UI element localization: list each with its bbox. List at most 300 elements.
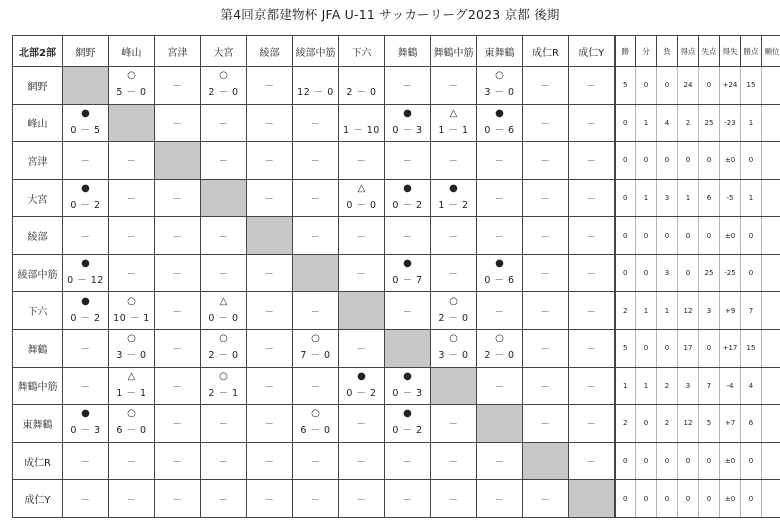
match-score: － (310, 307, 321, 318)
match-cell (477, 442, 523, 480)
match-cell (339, 217, 385, 255)
match-cell (201, 142, 247, 180)
stat-cell (762, 67, 780, 105)
match-cell (477, 104, 523, 142)
stat-cell: 1 (636, 104, 657, 142)
stat-cell: 0 (699, 142, 720, 180)
match-cell (569, 142, 615, 180)
match-score: 3 － 0 (484, 87, 515, 99)
match-cell (523, 330, 569, 368)
match-result (523, 255, 568, 291)
match-score: － (80, 495, 91, 506)
match-score: － (448, 82, 459, 93)
stat-cell: 17 (678, 330, 699, 368)
match-cell (293, 367, 339, 405)
stat-cell: +9 (720, 292, 741, 330)
result-mark: ○ (219, 333, 228, 345)
stat-cell (762, 104, 780, 142)
match-score: － (586, 382, 596, 393)
match-result (63, 293, 108, 329)
match-score: － (402, 157, 413, 168)
match-result (385, 443, 430, 479)
match-score: － (356, 495, 367, 506)
match-cell (523, 405, 569, 443)
stat-cell: 0 (615, 179, 636, 217)
match-cell (63, 292, 109, 330)
match-result (339, 105, 384, 141)
match-result (201, 255, 246, 291)
match-score: 7 － 0 (300, 350, 331, 362)
match-cell (523, 480, 569, 518)
match-score: 0 － 3 (392, 124, 423, 136)
match-cell (523, 254, 569, 292)
match-score: 0 － 2 (392, 425, 423, 437)
row-header-team: 舞鶴中筋 (13, 367, 63, 405)
stat-cell: 15 (741, 330, 762, 368)
result-mark: ○ (127, 333, 136, 345)
stat-cell (762, 217, 780, 255)
match-result (63, 142, 108, 178)
result-mark: ○ (449, 333, 458, 345)
row-header-team: 峰山 (13, 104, 63, 142)
match-score: － (126, 232, 137, 243)
match-score: － (402, 307, 413, 318)
row-header-team: 東舞鶴 (13, 405, 63, 443)
match-score: － (540, 307, 551, 318)
row-header-team: 綾部 (13, 217, 63, 255)
match-cell (201, 67, 247, 105)
match-cell (385, 254, 431, 292)
stat-cell: 3 (678, 367, 699, 405)
result-mark: △ (357, 183, 366, 195)
match-cell (247, 254, 293, 292)
match-score: － (494, 307, 505, 318)
match-result (201, 142, 246, 178)
match-cell (155, 330, 201, 368)
match-cell (569, 292, 615, 330)
result-mark: ○ (311, 408, 320, 420)
match-cell (201, 442, 247, 480)
match-score: － (540, 382, 551, 393)
stat-cell: 5 (615, 67, 636, 105)
match-result (385, 67, 430, 103)
match-score: － (310, 157, 321, 168)
match-cell (477, 217, 523, 255)
match-result (523, 368, 568, 404)
table-row (13, 179, 780, 217)
league-table (12, 35, 780, 518)
row-header-team: 大宮 (13, 179, 63, 217)
match-cell (385, 67, 431, 105)
match-result (569, 255, 614, 291)
match-score: 0 － 0 (346, 200, 377, 212)
match-result (431, 481, 476, 517)
match-cell (293, 142, 339, 180)
match-cell (201, 367, 247, 405)
match-result (63, 481, 108, 517)
match-score: － (402, 82, 413, 93)
column-header-stat: 得点 (678, 36, 699, 67)
match-score: － (586, 232, 596, 243)
match-result (155, 368, 200, 404)
match-score: 0 － 5 (70, 124, 101, 136)
match-result (155, 67, 200, 103)
match-score: － (586, 458, 596, 469)
match-score: － (172, 345, 183, 356)
match-score: 0 － 12 (67, 275, 104, 287)
match-result (63, 218, 108, 254)
match-cell (339, 254, 385, 292)
match-result (385, 180, 430, 216)
match-score: － (172, 119, 183, 130)
match-cell (523, 142, 569, 180)
match-result (63, 180, 108, 216)
match-score: － (310, 382, 321, 393)
match-score: － (218, 119, 229, 130)
stat-cell: 0 (657, 142, 678, 180)
match-result (569, 330, 614, 366)
match-result (201, 330, 246, 366)
match-score: － (310, 232, 321, 243)
match-cell (339, 104, 385, 142)
stat-cell: -4 (720, 367, 741, 405)
match-result (569, 218, 614, 254)
match-score: － (218, 495, 229, 506)
match-result (293, 481, 338, 517)
match-cell (109, 292, 155, 330)
match-cell (293, 217, 339, 255)
stat-cell: 12 (678, 405, 699, 443)
match-result (385, 481, 430, 517)
table-row (13, 367, 780, 405)
stat-cell (762, 442, 780, 480)
row-header-team: 下六 (13, 292, 63, 330)
row-header-team: 宮津 (13, 142, 63, 180)
column-header-stat: 勝 (615, 36, 636, 67)
match-cell (339, 405, 385, 443)
match-result (523, 67, 568, 103)
match-score: 10 － 1 (113, 312, 150, 324)
match-score: － (494, 232, 505, 243)
match-cell (523, 67, 569, 105)
result-mark: ○ (127, 408, 136, 420)
match-score: － (264, 420, 275, 431)
match-score: － (494, 458, 505, 469)
match-cell (155, 480, 201, 518)
stat-cell: ±0 (720, 142, 741, 180)
match-score: － (494, 382, 505, 393)
match-score: － (310, 495, 321, 506)
stat-cell: 0 (699, 330, 720, 368)
match-cell (477, 480, 523, 518)
match-score: 0 － 3 (392, 387, 423, 399)
match-cell (201, 104, 247, 142)
stat-cell: 3 (657, 254, 678, 292)
stat-cell: 0 (741, 142, 762, 180)
match-score: 1 － 10 (343, 124, 380, 136)
result-mark: ● (81, 258, 90, 270)
match-score: － (586, 420, 596, 431)
stat-cell: -23 (720, 104, 741, 142)
match-score: 0 － 2 (392, 200, 423, 212)
match-score: － (540, 420, 551, 431)
match-result (155, 218, 200, 254)
match-result (477, 293, 522, 329)
stat-cell: 2 (657, 367, 678, 405)
page-title: 第4回京都建物杯 JFA U-11 サッカーリーグ2023 京都 後期 (220, 7, 560, 22)
match-cell (431, 217, 477, 255)
match-cell (523, 292, 569, 330)
match-result (569, 368, 614, 404)
match-result (293, 105, 338, 141)
match-score: － (264, 119, 275, 130)
match-score: 3 － 0 (116, 350, 147, 362)
result-mark: ○ (127, 295, 136, 307)
match-result (201, 67, 246, 103)
match-cell (201, 330, 247, 368)
match-score: － (448, 270, 459, 281)
match-cell (477, 330, 523, 368)
stat-cell: 7 (741, 292, 762, 330)
match-cell (247, 405, 293, 443)
match-result (431, 67, 476, 103)
stat-cell: 3 (699, 292, 720, 330)
match-cell (109, 254, 155, 292)
match-cell (247, 104, 293, 142)
match-score: － (356, 157, 367, 168)
stat-cell: 0 (699, 480, 720, 518)
match-result (109, 405, 154, 441)
column-header-stat: 分 (636, 36, 657, 67)
match-cell (431, 67, 477, 105)
match-cell (477, 142, 523, 180)
match-score: － (218, 458, 229, 469)
match-result (201, 405, 246, 441)
stat-cell: 5 (615, 330, 636, 368)
match-result (247, 368, 292, 404)
stat-cell: 0 (636, 67, 657, 105)
match-result (477, 180, 522, 216)
match-result (523, 105, 568, 141)
match-result (385, 218, 430, 254)
match-score: － (586, 307, 596, 318)
match-score: 2 － 1 (208, 387, 239, 399)
table-row (13, 67, 780, 105)
result-mark: ○ (495, 333, 504, 345)
match-result (385, 105, 430, 141)
result-mark: ○ (127, 70, 136, 82)
match-cell (477, 367, 523, 405)
match-score: － (310, 195, 321, 206)
match-score: － (264, 82, 275, 93)
match-result (339, 481, 384, 517)
stat-cell: 0 (657, 217, 678, 255)
stat-cell: 24 (678, 67, 699, 105)
match-score: － (126, 157, 137, 168)
match-score: 1 － 1 (116, 387, 147, 399)
table-row (13, 104, 780, 142)
column-header-stat: 得失 (720, 36, 741, 67)
stat-cell: 4 (657, 104, 678, 142)
stat-cell: 25 (699, 254, 720, 292)
table-row (13, 405, 780, 443)
table-row (13, 330, 780, 368)
match-result (155, 443, 200, 479)
stat-cell: 0 (678, 442, 699, 480)
match-result (201, 105, 246, 141)
column-header-team: 綾部 (247, 36, 293, 67)
match-result (247, 142, 292, 178)
stat-cell: 1 (636, 292, 657, 330)
match-score: － (126, 495, 137, 506)
match-result (477, 105, 522, 141)
match-score: 1 － 1 (438, 124, 469, 136)
match-cell (201, 480, 247, 518)
match-cell (569, 217, 615, 255)
match-score: － (172, 458, 183, 469)
match-cell (477, 254, 523, 292)
match-cell (569, 367, 615, 405)
match-cell (293, 330, 339, 368)
match-cell (63, 480, 109, 518)
stat-cell: -25 (720, 254, 741, 292)
match-result (247, 443, 292, 479)
match-result (477, 481, 522, 517)
match-score: － (586, 82, 596, 93)
match-score: 2 － 0 (346, 87, 377, 99)
match-result (293, 405, 338, 441)
match-score: － (310, 458, 321, 469)
match-score: － (494, 495, 505, 506)
stat-cell: 6 (699, 179, 720, 217)
match-result (293, 293, 338, 329)
league-table-container (12, 35, 780, 518)
match-result (109, 218, 154, 254)
result-mark: ● (403, 258, 412, 270)
match-cell (569, 405, 615, 443)
match-cell (109, 142, 155, 180)
match-cell (569, 67, 615, 105)
column-header-team: 宮津 (155, 36, 201, 67)
match-cell (385, 480, 431, 518)
self-match-cell (431, 367, 477, 405)
match-cell (155, 442, 201, 480)
match-result (293, 180, 338, 216)
match-result (431, 218, 476, 254)
match-score: － (448, 157, 459, 168)
match-score: 0 － 6 (484, 275, 515, 287)
match-result (477, 67, 522, 103)
match-cell (155, 104, 201, 142)
stat-cell (762, 179, 780, 217)
row-header-team: 舞鶴 (13, 330, 63, 368)
match-result (569, 293, 614, 329)
match-score: － (172, 307, 183, 318)
match-result (109, 443, 154, 479)
match-score: － (310, 119, 321, 130)
stat-cell (762, 292, 780, 330)
result-mark: ○ (219, 70, 228, 82)
result-mark: ● (495, 258, 504, 270)
match-result (523, 330, 568, 366)
match-result (201, 293, 246, 329)
match-score: － (172, 232, 183, 243)
match-cell (155, 405, 201, 443)
match-result (63, 330, 108, 366)
match-result (109, 67, 154, 103)
match-cell (109, 67, 155, 105)
match-result (477, 443, 522, 479)
match-score: 6 － 0 (300, 425, 331, 437)
match-score: － (264, 195, 275, 206)
result-mark: ● (81, 408, 90, 420)
match-cell (477, 67, 523, 105)
stat-cell: 0 (699, 442, 720, 480)
match-score: － (126, 270, 137, 281)
column-header-team: 成仁R (523, 36, 569, 67)
match-result (247, 180, 292, 216)
match-cell (385, 104, 431, 142)
match-score: － (356, 458, 367, 469)
match-result (477, 255, 522, 291)
stat-cell: 0 (657, 480, 678, 518)
match-score: － (540, 345, 551, 356)
match-result (247, 330, 292, 366)
stat-cell: 0 (615, 142, 636, 180)
stat-cell: 0 (657, 67, 678, 105)
match-cell (431, 480, 477, 518)
match-score: － (218, 157, 229, 168)
match-result (247, 481, 292, 517)
match-result (385, 293, 430, 329)
match-cell (155, 254, 201, 292)
match-cell (201, 217, 247, 255)
match-result (523, 218, 568, 254)
match-score: － (586, 119, 596, 130)
stat-cell: 0 (699, 217, 720, 255)
match-score: 2 － 0 (208, 350, 239, 362)
result-mark: ● (403, 370, 412, 382)
match-result (523, 405, 568, 441)
match-result (477, 368, 522, 404)
result-mark: ● (403, 107, 412, 119)
match-cell (385, 217, 431, 255)
match-score: － (540, 495, 551, 506)
match-score: － (540, 119, 551, 130)
row-header-team: 成仁R (13, 442, 63, 480)
stat-cell: ±0 (720, 480, 741, 518)
match-score: 0 － 0 (208, 312, 239, 324)
self-match-cell (63, 67, 109, 105)
match-result (201, 481, 246, 517)
match-cell (293, 480, 339, 518)
match-result (569, 443, 614, 479)
match-result (247, 293, 292, 329)
match-cell (63, 217, 109, 255)
stat-cell: 1 (636, 367, 657, 405)
match-score: － (80, 157, 91, 168)
match-cell (385, 179, 431, 217)
stat-cell: 6 (741, 405, 762, 443)
match-cell (477, 179, 523, 217)
stat-cell: 0 (657, 330, 678, 368)
stat-cell (762, 254, 780, 292)
match-cell (109, 367, 155, 405)
match-score: 0 － 2 (346, 387, 377, 399)
result-mark: △ (127, 370, 136, 382)
match-score: － (172, 495, 183, 506)
match-result (339, 255, 384, 291)
